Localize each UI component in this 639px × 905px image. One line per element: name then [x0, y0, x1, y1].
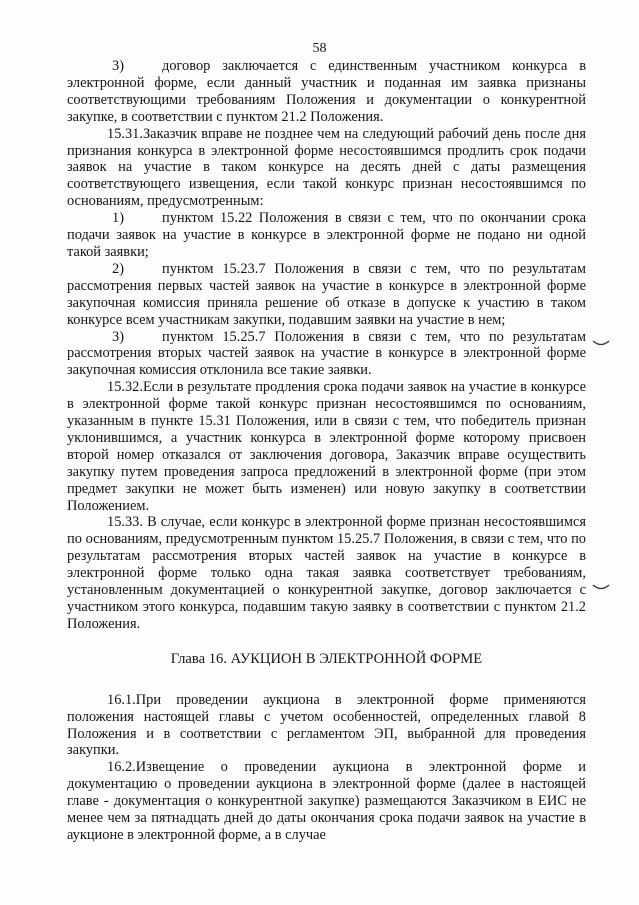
chapter-heading: Глава 16. АУКЦИОН В ЭЛЕКТРОННОЙ ФОРМЕ: [170, 650, 483, 667]
clause-15-32: 15.32.Если в результате продления срока подачи заявок на участие в конкурсе в электронной форме такой конкурс признан несостоявшимся по основаниям, указанным в пункте 15.31 Положения, или в связи с тем, что победитель признан уклонившимся, а участник конкурса в электронной форме которому присвоен второй номер отказался от заключения договора, Заказчик вправе осуществить закупку путем проведения запроса предложений в электронной форме (при этом предмет закупки не может быть изменен) или новую закупку в соответствии Положением.: [67, 379, 586, 514]
list-item-3b: [67, 329, 586, 380]
document-body: [67, 58, 586, 844]
item-text: пунктом 15.25.7 Положения в связи с тем, что по результатам рассмотрения вторых частей заявок на участие в конкурсе в электронной форме закупочная комиссия отклонила все такие заявки.: [67, 328, 586, 379]
margin-mark-icon: [592, 583, 610, 591]
item-number: 2): [112, 260, 124, 277]
list-item-3: [67, 58, 586, 126]
clause-15-33: 15.33. В случае, если конкурс в электронной форме признан несостоявшимся по основаниям, предусмотренным пунктом 15.25.7 Положения, в связи с тем, что по результатам рассмотрения вторых частей заявок на участие в конкурсе в электронной форме только одна такая заявка соответствует требованиям, установленным документацией о конкурентной закупке, договор заключается с участником этого конкурса, подавшим такую заявку в соответствии с пунктом 21.2 Положения.: [67, 514, 586, 632]
list-item-1: [67, 210, 586, 261]
margin-mark-icon: [592, 339, 610, 347]
page-number: 58: [312, 41, 327, 56]
clause-16-1: 16.1.При проведении аукциона в электронной форме применяются положения настоящей главы с учетом особенностей, определенных главой 8 Положения и в соответствии с регламентом ЭП, выбранной для проведения закупки.: [67, 691, 586, 759]
list-item-2: [67, 261, 586, 329]
clause-16-2: 16.2.Извещение о проведении аукциона в электронной форме и документацию о проведении аукциона в электронной форме (далее в настоящей главе - документация о конкурентной закупке) размещаются Заказчиком в ЕИС не менее чем за пятнадцать дней до даты окончания срока подачи заявок на участие в аукционе в электронной форме, а в случае: [67, 759, 586, 843]
item-text: пунктом 15.22 Положения в связи с тем, что по окончании срока подачи заявок на участие в конкурсе в электронной форме не подано ни одной такой заявки;: [67, 210, 586, 260]
item-number: 1): [112, 210, 124, 227]
item-text: договор заключается с единственным участником конкурса в электронной форме, если данный участник и поданная им заявка признаны соответствующими требованиям Положения и документации о конкурентной закупке, в соответствии с пунктом 21.2 Положения.: [67, 58, 586, 125]
item-number: 3): [112, 328, 124, 345]
item-text: пунктом 15.23.7 Положения в связи с тем, что по результатам рассмотрения первых частей заявок на участие в конкурсе в электронной форме закупочная комиссия приняла решение об отказе в допуске к участию в таком конкурсе всем участникам закупки, подавшим заявки на участие в нем;: [67, 260, 586, 328]
item-number: 3): [112, 58, 124, 74]
clause-15-31: 15.31.Заказчик вправе не позднее чем на следующий рабочий день после дня признания конкурса в электронной форме несостоявшимся продлить срок подачи заявок на участие в таком конкурсе на десять дней с даты размещения соответствующего извещения, если такой конкурс признан несостоявшимся по основаниям, предусмотренным:: [67, 125, 586, 210]
